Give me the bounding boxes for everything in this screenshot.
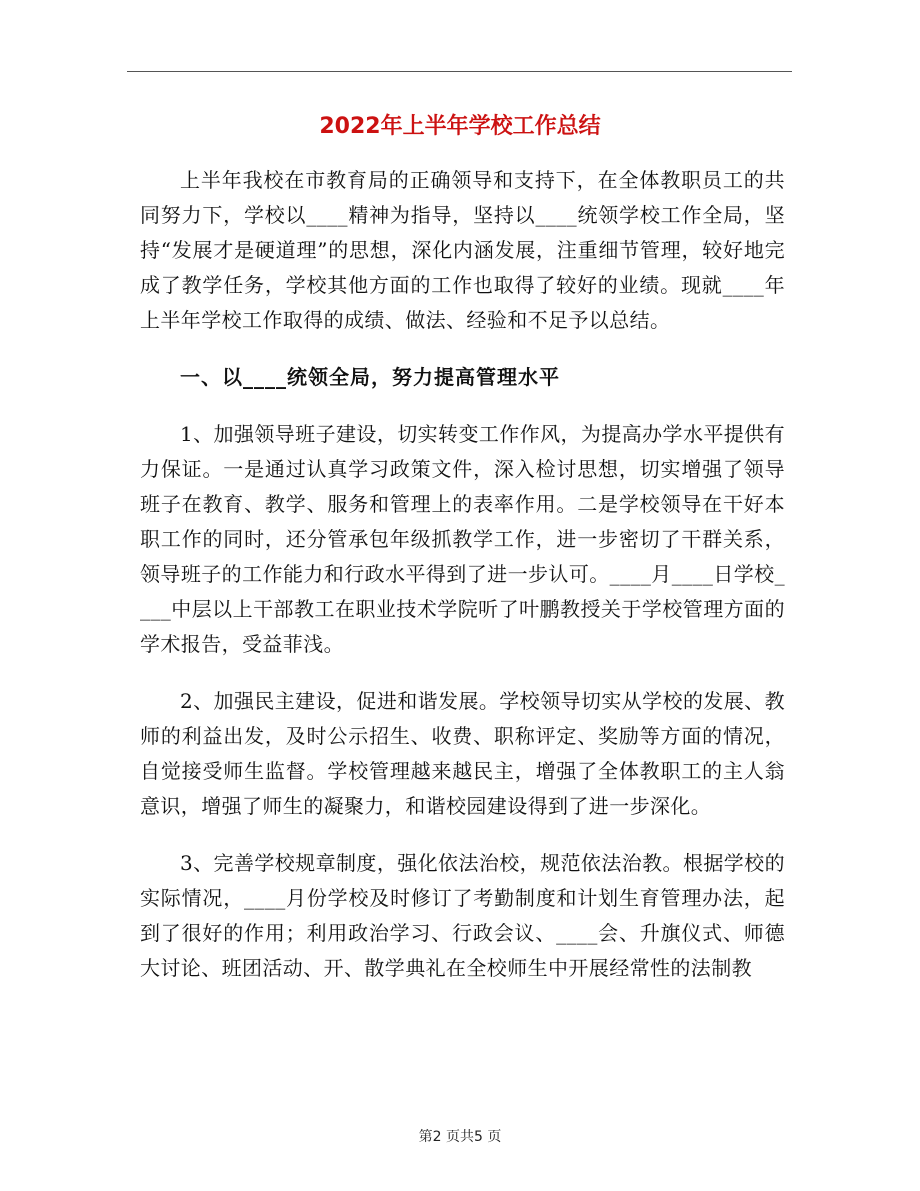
section-heading-1: 一、以____统领全局，努力提高管理水平 (180, 365, 560, 389)
document-title: 2022年上半年学校工作总结 (319, 114, 601, 139)
document-body (140, 163, 785, 986)
intro-paragraph: 上半年我校在市教育局的正确领导和支持下，在全体教职员工的共同努力下，学校以____精神为指导，坚持以____统领学校工作全局，坚持“发展才是硬道理”的思想，深化内涵发展，注重细节管理，较好地完成了教学任务，学校其他方面的工作也取得了较好的业绩。现就____年上半年学校工作取得的成绩、做法、经验和不足予以总结。 (140, 168, 785, 332)
page-number: 第2 页共5 页 (418, 1129, 502, 1145)
paragraph-item-2: 2、加强民主建设，促进和谐发展。学校领导切实从学校的发展、教师的利益出发，及时公示招生、收费、职称评定、奖励等方面的情况，自觉接受师生监督。学校管理越来越民主，增强了全体教职工的主人翁意识，增强了师生的凝聚力，和谐校园建设得到了进一步深化。 (140, 689, 785, 818)
paragraph-item-1: 1、加强领导班子建设，切实转变工作作风，为提高办学水平提供有力保证。一是通过认真学习政策文件，深入检讨思想，切实增强了领导班子在教育、教学、服务和管理上的表率作用。二是学校领导在干好本职工作的同时，还分管承包年级抓教学工作，进一步密切了干群关系，领导班子的工作能力和行政水平得到了进一步认可。____月____日学校____中层以上干部教工在职业技术学院听了叶鹏教授关于学校管理方面的学术报告，受益菲浅。 (140, 422, 785, 656)
paragraph-item-3: 3、完善学校规章制度，强化依法治校，规范依法治教。根据学校的实际情况，____月份学校及时修订了考勤制度和计划生育管理办法，起到了很好的作用；利用政治学习、行政会议、____会、升旗仪式、师德大讨论、班团活动、开、散学典礼在全校师生中开展经常性的法制教 (140, 851, 785, 980)
header-rule (127, 71, 792, 72)
